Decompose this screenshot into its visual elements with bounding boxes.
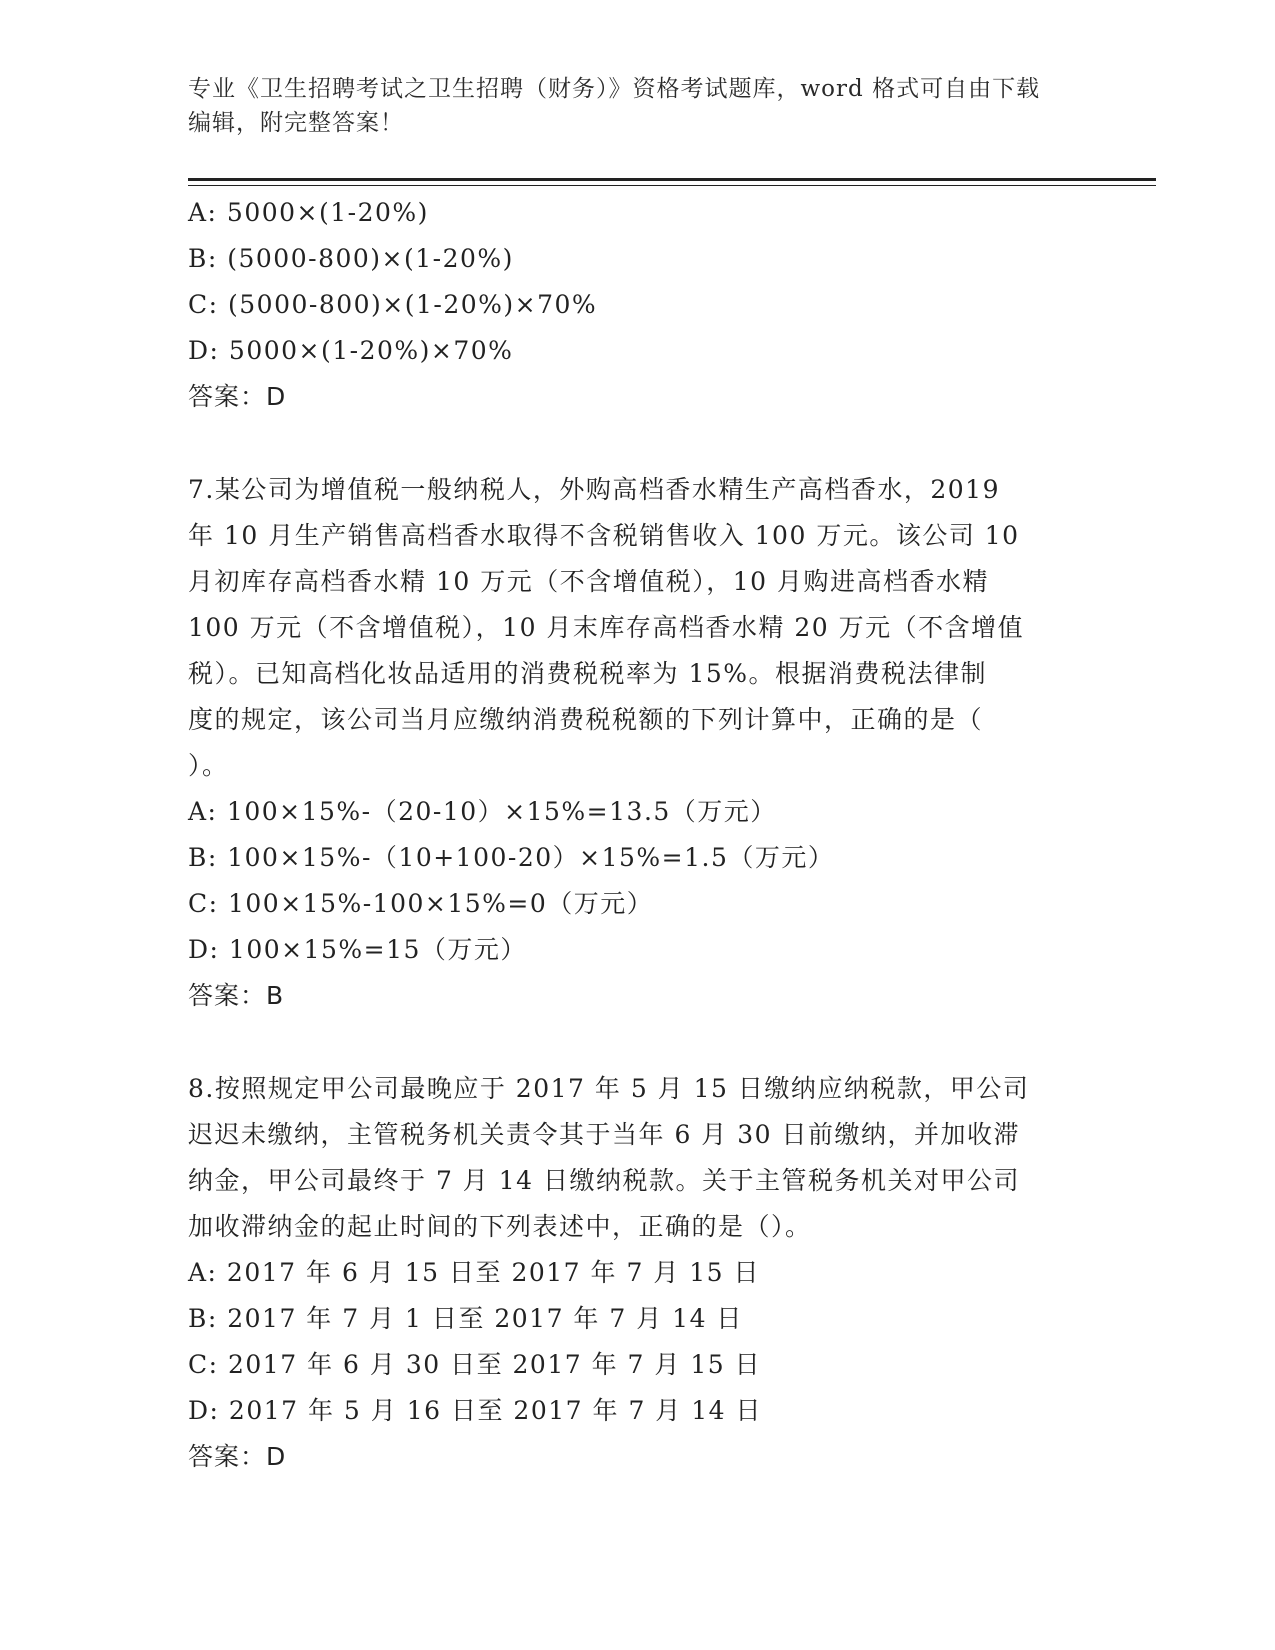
spacer bbox=[188, 420, 1088, 467]
stem-line: 100 万元（不含增值税），10 月末库存高档香水精 20 万元（不含增值 bbox=[188, 613, 1025, 642]
stem-line: 8.按照规定甲公司最晚应于 2017 年 5 月 15 日缴纳应纳税款，甲公司 bbox=[188, 1074, 1030, 1103]
stem-line: 度的规定，该公司当月应缴纳消费税税额的下列计算中，正确的是（ bbox=[188, 705, 984, 734]
option-c: C: 100×15%-100×15%=0（万元） bbox=[188, 889, 654, 918]
question-7 bbox=[188, 467, 1088, 1019]
option-d: D: 100×15%=15（万元） bbox=[188, 935, 527, 964]
answer-label: 答案：D bbox=[188, 382, 287, 411]
stem-line: 年 10 月生产销售高档香水取得不含税销售收入 100 万元。该公司 10 bbox=[188, 521, 1020, 550]
header-divider-thick bbox=[188, 178, 1156, 181]
option-d: D: 5000×(1-20%)×70% bbox=[188, 336, 514, 365]
option-b: B: 2017 年 7 月 1 日至 2017 年 7 月 14 日 bbox=[188, 1304, 743, 1333]
option-d: D: 2017 年 5 月 16 日至 2017 年 7 月 14 日 bbox=[188, 1396, 763, 1425]
option-a: A: 100×15%-（20-10）×15%=13.5（万元） bbox=[188, 797, 777, 826]
option-a: A: 5000×(1-20%) bbox=[188, 198, 429, 227]
document-header bbox=[188, 72, 1088, 140]
stem-line: 7.某公司为增值税一般纳税人，外购高档香水精生产高档香水，2019 bbox=[188, 475, 1000, 504]
header-line-2: 编辑，附完整答案！ bbox=[188, 110, 404, 136]
header-divider-thin bbox=[188, 185, 1156, 186]
document-body bbox=[188, 190, 1088, 1480]
answer-label: 答案：B bbox=[188, 981, 285, 1010]
header-line-1: 专业《卫生招聘考试之卫生招聘（财务）》资格考试题库，word 格式可自由下载 bbox=[188, 76, 1041, 102]
question-8 bbox=[188, 1066, 1088, 1480]
spacer bbox=[188, 1019, 1088, 1066]
question-stem bbox=[188, 1066, 1088, 1250]
stem-line: 纳金，甲公司最终于 7 月 14 日缴纳税款。关于主管税务机关对甲公司 bbox=[188, 1166, 1021, 1195]
question-6 bbox=[188, 190, 1088, 420]
option-b: B: (5000-800)×(1-20%) bbox=[188, 244, 514, 273]
stem-line: 月初库存高档香水精 10 万元（不含增值税），10 月购进高档香水精 bbox=[188, 567, 989, 596]
stem-line: 税）。已知高档化妆品适用的消费税税率为 15%。根据消费税法律制 bbox=[188, 659, 988, 688]
stem-line: 加收滞纳金的起止时间的下列表述中，正确的是（）。 bbox=[188, 1212, 812, 1241]
stem-line: 迟迟未缴纳，主管税务机关责令其于当年 6 月 30 日前缴纳，并加收滞 bbox=[188, 1120, 1021, 1149]
option-c: C: (5000-800)×(1-20%)×70% bbox=[188, 290, 598, 319]
option-b: B: 100×15%-（10+100-20）×15%=1.5（万元） bbox=[188, 843, 835, 872]
question-stem bbox=[188, 467, 1088, 789]
option-c: C: 2017 年 6 月 30 日至 2017 年 7 月 15 日 bbox=[188, 1350, 762, 1379]
option-a: A: 2017 年 6 月 15 日至 2017 年 7 月 15 日 bbox=[188, 1258, 761, 1287]
answer-label: 答案：D bbox=[188, 1442, 287, 1471]
stem-line: ）。 bbox=[188, 751, 229, 780]
